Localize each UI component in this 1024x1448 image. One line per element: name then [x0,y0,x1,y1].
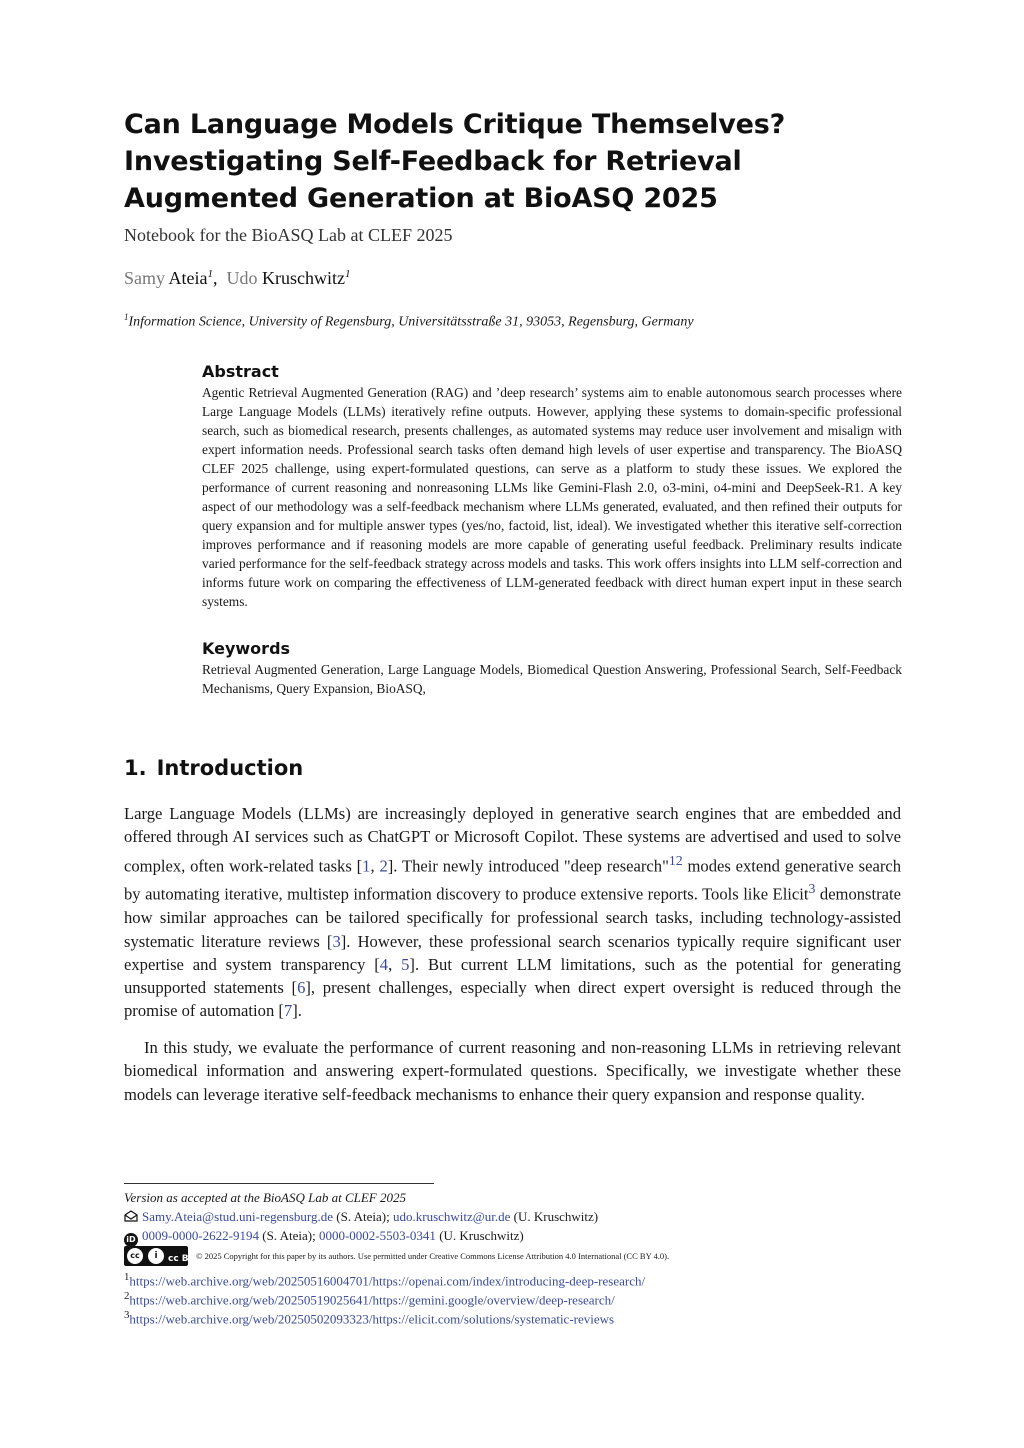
section-number: 1. [124,756,147,780]
keywords-block [202,639,902,698]
author-affil-mark: 1 [207,268,214,280]
cc-by-badge [124,1246,195,1266]
section-title: Introduction [156,756,304,780]
author-given-name: Udo [226,268,258,288]
envelope-icon [124,1210,138,1222]
footnote-mark: 1 [124,1271,130,1283]
footnote-orcids [124,1227,524,1247]
citation-link[interactable]: 1 [362,856,371,876]
cc-icon: cc [127,1248,143,1264]
footnote-emails [124,1208,598,1226]
text-run: Large Language Models (LLMs) are increasingly deployed in generative search engines that are embedded and offered through AI services such as ChatGPT or Microsoft Copilot. These systems are advertised and used to solve complex, often work-related tasks [ [124,804,901,876]
intro-paragraph-1 [124,802,901,1023]
affiliation-text: Information Science, University of Regensburg, Universitätsstraße 31, 93053, Regensburg, Germany [128,314,694,330]
by-icon: i [148,1248,164,1264]
keywords-heading: Keywords [202,639,291,658]
footnote-url[interactable]: https://web.archive.org/web/20250502093323/https://elicit.com/solutions/systematic-reviews [129,1311,615,1327]
citation-link[interactable]: 2 [379,856,388,876]
orcid-icon: iD [124,1233,138,1247]
citation-link[interactable]: 4 [379,954,389,974]
footnote-divider [124,1183,434,1184]
paper-title: Can Language Models Critique Themselves? Investigating Self-Feedback for Retrieval Augmented Generation at BioASQ 2025 [124,109,786,214]
text-run: (U. Kruschwitz) [435,1228,524,1243]
citation-link[interactable]: 5 [401,954,410,974]
author-family-name: Ateia [168,268,208,288]
citation-link[interactable]: 3 [332,931,341,951]
footnote-link-3 [124,1306,614,1328]
text-run: ]. But current LLM limitations, such as the potential for generating unsupported statements [ [124,954,902,998]
footnote-ref[interactable]: 12 [668,852,683,868]
intro-paragraph-2: In this study, we evaluate the performance of current reasoning and non-reasoning LLMs in retrieving relevant biomedical information and answering expert-formulated questions. Specifically, we investigate whether these models can leverage iterative self-feedback mechanisms to enhance their query expansion and response quality. [124,1038,901,1104]
footnote-mark: 2 [124,1290,130,1302]
author-list: Samy Ateia$^1$, Udo Kruschwitz$^1$ [124,268,351,288]
cc-by-label: cc BY [168,1254,195,1265]
text-run: ]. Their newly introduced "deep research" [387,856,669,876]
section-heading [124,756,303,780]
citation-link[interactable]: 6 [297,978,306,998]
abstract-block [202,362,902,611]
footnote-url[interactable]: https://web.archive.org/web/20250519025641/https://gemini.google/overview/deep-research/ [129,1292,615,1308]
footnote-version: Version as accepted at the BioASQ Lab at CLEF 2025 [124,1190,407,1205]
text-run: (U. Kruschwitz) [510,1209,599,1224]
abstract-text: Agentic Retrieval Augmented Generation (RAG) and ’deep research’ systems aim to enable autonomous search processes where Large Language Models (LLMs) iteratively refine outputs. However, applying these systems to domain-specific professional search, such as biomedical research, presents challenges, as automated systems may reduce user involvement and misalign with expert information needs. Professional search tasks often demand high levels of user expertise and transparency. The BioASQ CLEF 2025 challenge, using expert-formulated questions, can serve as a platform to study these issues. We explored the performance of current reasoning and nonreasoning LLMs like Gemini-Flash 2.0, o3-mini, o4-mini and DeepSeek-R1. A key aspect of our methodology was a self-feedback mechanism where LLMs generated, evaluated, and then refined their outputs for query expansion and for multiple answer types (yes/no, factoid, list, ideal). We investigated whether this iterative self-correction improves performance and if reasoning models are more capable of generating useful feedback. Preliminary results indicate varied performance for the self-feedback strategy across models and tasks. This work offers insights into LLM self-correction and informs future work on comparing the effectiveness of LLM-generated feedback with direct human expert input in these search systems. [202,385,902,609]
email-link[interactable]: udo.kruschwitz@ur.de [392,1209,511,1224]
text-run: , [388,954,402,974]
affiliation-mark: 1 [124,312,129,322]
text-run: (S. Ateia); [259,1228,319,1243]
footnote-license [124,1246,669,1266]
text-run: modes extend generative search by automating iterative, multistep information discovery to produce extensive reports. Tools like Elicit [124,856,902,904]
author-given-name: Samy [124,268,166,288]
orcid-link[interactable]: 0000-0002-5503-0341 [318,1228,436,1243]
license-text: © 2025 Copyright for this paper by its authors. Use permitted under Creative Commons License Attribution 4.0 International (CC BY 4.0). [196,1251,670,1261]
text-run: , [370,856,380,876]
orcid-link[interactable]: 0009-0000-2622-9194 [142,1228,259,1243]
affiliation [124,312,694,331]
author-family-name: Kruschwitz [262,268,345,288]
citation-link[interactable]: 7 [283,1001,293,1021]
text-run: demonstrate how similar approaches can be tailored specifically for professional search tasks, including technology-assisted systematic literature reviews [ [124,884,901,951]
paper-subtitle: Notebook for the BioASQ Lab at CLEF 2025 [124,225,453,245]
keywords-text: Retrieval Augmented Generation, Large Language Models, Biomedical Question Answering, Professional Search, Self-Feedback Mechanisms, Query Expansion, BioASQ, [202,662,902,696]
author-affil-mark: 1 [345,268,351,280]
text-run: ]. [292,1001,302,1021]
footnote-ref[interactable]: 3 [808,881,816,897]
abstract-heading: Abstract [202,362,279,381]
footnote-url[interactable]: https://web.archive.org/web/20250516004701/https://openai.com/index/introducing-deep-research/ [129,1273,646,1289]
text-run: ], present challenges, especially when direct expert oversight is reduced through the promise of automation [ [124,978,902,1021]
text-run: ]. However, these professional search scenarios typically require significant user expertise and system transparency [ [124,931,901,974]
footnote-mark: 3 [124,1309,130,1321]
email-link[interactable]: Samy.Ateia@stud.uni-regensburg.de [142,1209,334,1224]
text-run: (S. Ateia); [333,1209,393,1224]
